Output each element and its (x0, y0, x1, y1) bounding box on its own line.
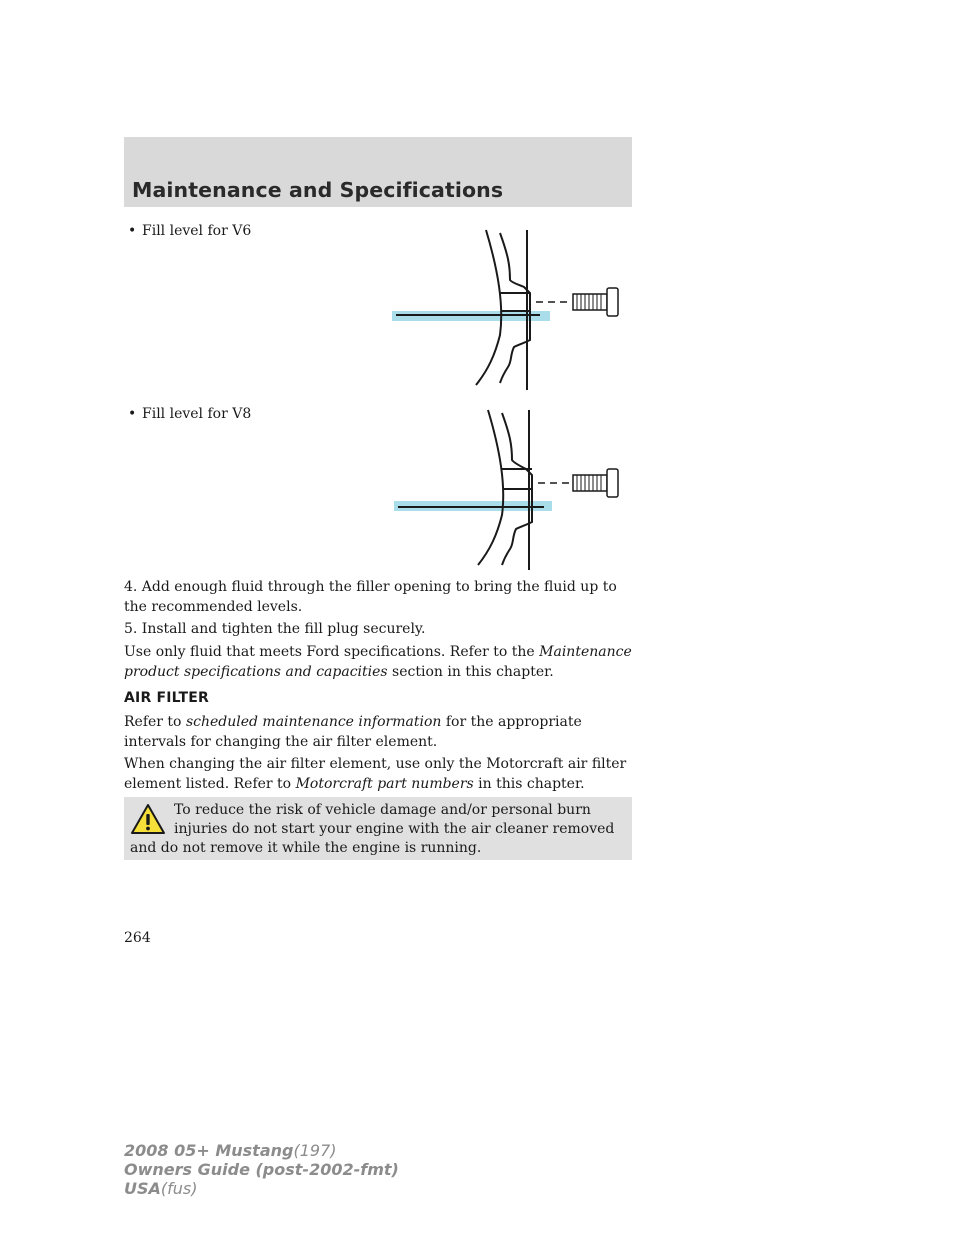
air-filter-heading: AIR FILTER (124, 690, 209, 706)
maintenance-reference: Maintenance (539, 644, 632, 660)
step-5-paragraph: 5. Install and tighten the fill plug securely. (124, 621, 426, 637)
fill-plug-icon (573, 469, 618, 497)
air-filter-interval-paragraph: Refer to scheduled maintenance information for the appropriate intervals for changing the air filter element. (124, 714, 582, 750)
step-4-paragraph (124, 577, 644, 617)
section-title: Maintenance and Specifications (132, 178, 504, 202)
fluid-spec-paragraph: Use only fluid that meets Ford specifications. Refer to the Maintenance product specifications and capacities section in this chapter. (124, 644, 632, 680)
warning-text-line-1: To reduce the risk of vehicle damage and/or personal burn (174, 802, 591, 818)
warning-triangle-icon (130, 803, 166, 835)
footer-region: USA(fus) (124, 1179, 198, 1198)
case-housing (476, 230, 530, 390)
bullet-text: Fill level for V6 (142, 223, 252, 239)
warning-text-line-2: injuries do not start your engine with the air cleaner removed (174, 821, 615, 837)
fill-level-diagram-v6 (390, 225, 630, 390)
step-4-line-2: the recommended levels. (124, 599, 303, 615)
bullet-item-v6 (128, 223, 251, 239)
step-4-line-1: 4. Add enough fluid through the filler opening to bring the fluid up to (124, 579, 617, 595)
capacities-reference: product specifications and capacities (124, 664, 388, 680)
scheduled-maintenance-reference: scheduled maintenance information (185, 714, 442, 730)
bullet-dot: • (128, 223, 137, 239)
bullet-dot: • (128, 406, 137, 422)
motorcraft-part-numbers-reference: Motorcraft part numbers (295, 776, 474, 792)
footer-model: 2008 05+ Mustang(197) (124, 1141, 337, 1160)
bullet-text: Fill level for V8 (142, 406, 252, 422)
fill-plug-icon (573, 288, 618, 316)
case-housing (478, 410, 532, 570)
page-number: 264 (124, 930, 151, 946)
warning-text-line-3: and do not remove it while the engine is running. (130, 840, 482, 856)
footer-guide: Owners Guide (post-2002-fmt) (124, 1160, 399, 1179)
bullet-item-v8 (128, 406, 251, 422)
air-filter-part-paragraph: When changing the air filter element, use only the Motorcraft air filter element listed. Refer to Motorcraft part numbers in this chapter. (124, 756, 627, 792)
fill-level-diagram-v8 (392, 405, 632, 570)
